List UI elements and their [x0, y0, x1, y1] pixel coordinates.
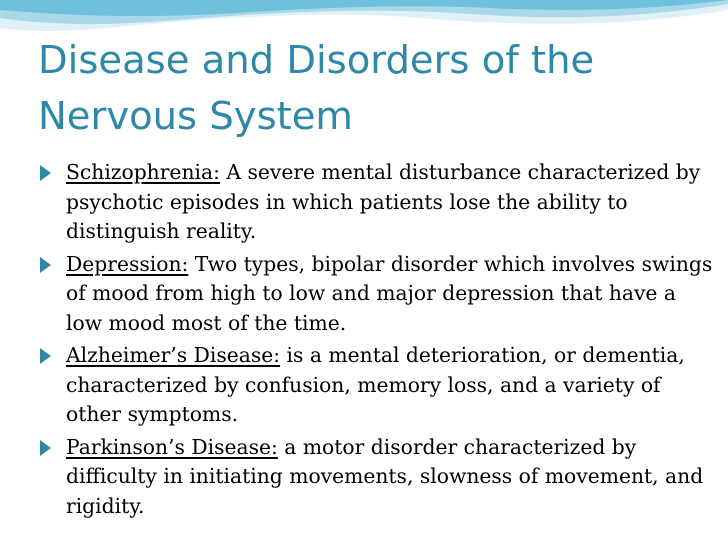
bullet-alzheimers — [36, 341, 716, 430]
bullet-parkinsons — [36, 433, 716, 522]
bullet-arrow-icon — [40, 440, 51, 456]
bullet-depression — [36, 250, 716, 339]
slide-title: Disease and Disorders of the Nervous System — [38, 38, 595, 139]
bullet-text: A severe mental disturbance characterized by psychotic episodes in which patients lose the ability to distinguish reality. — [66, 160, 701, 243]
bullet-term: Parkinson’s Disease: — [66, 434, 278, 459]
bullet-arrow-icon — [40, 165, 51, 181]
bullet-text: a motor disorder characterized by difficulty in initiating movements, slowness of movement, and rigidity. — [66, 434, 704, 518]
bullet-arrow-icon — [40, 348, 51, 364]
bullet-text: Two types, bipolar disorder which involves swings of mood from high to low and major depression that have a low mood most of the time. — [66, 251, 713, 335]
bullet-term: Alzheimer’s Disease: — [66, 343, 281, 367]
bullet-term: Schizophrenia: — [66, 160, 220, 184]
bullet-schizophrenia — [36, 158, 716, 247]
bullet-list — [36, 158, 716, 524]
bullet-text: is a mental deterioration, or dementia, characterized by confusion, memory loss, and a variety of other symptoms. — [66, 343, 685, 426]
bullet-term: Depression: — [66, 251, 189, 276]
bullet-arrow-icon — [40, 257, 51, 273]
top-wave-band — [0, 0, 728, 34]
